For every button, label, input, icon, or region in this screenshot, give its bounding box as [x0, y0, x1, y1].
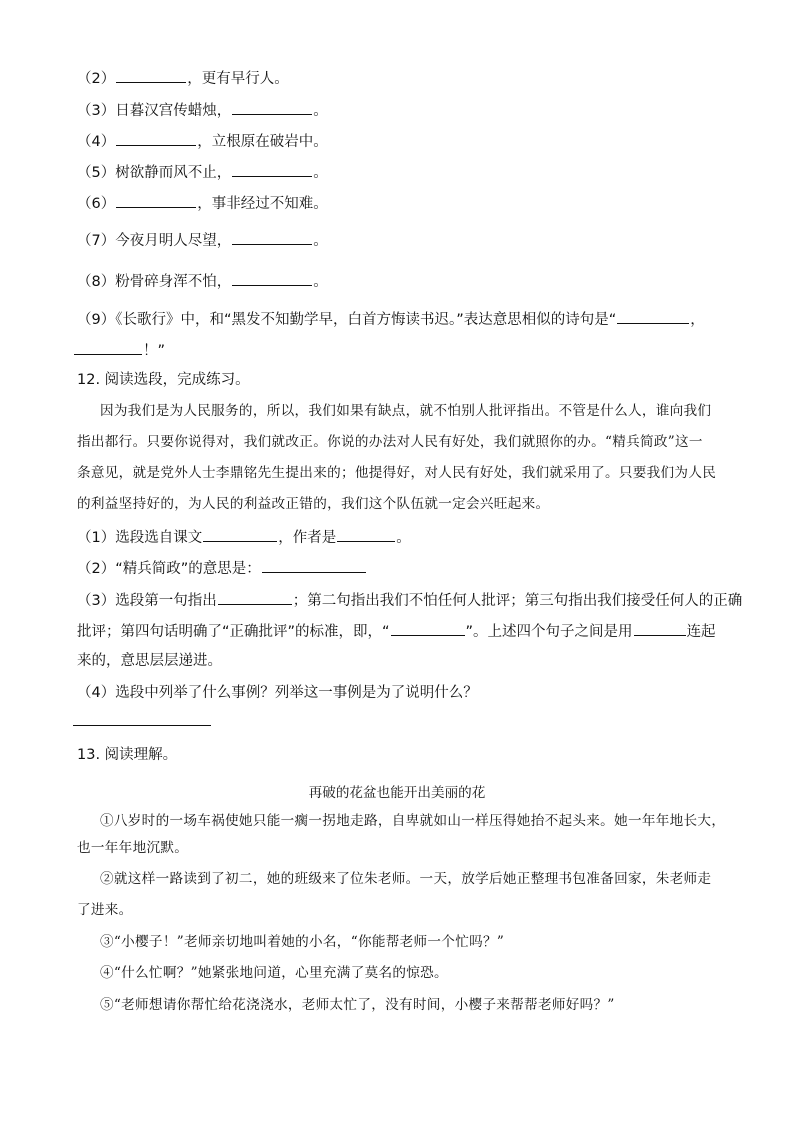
- text: 指出都行。只要你说得对，我们就改正。你说的办法对人民有好处，我们就照你的办。“精兵简政”这一: [77, 434, 703, 450]
- text: ②就这样一路读到了初二，她的班级来了位朱老师。一天，放学后她正整理书包准备回家，朱老师走: [100, 871, 712, 887]
- text: ③“小樱子！”老师亲切地叫着她的小名，“你能帮老师一个忙吗？”: [100, 934, 505, 950]
- blank: [232, 162, 312, 177]
- text: （4）: [77, 134, 116, 150]
- text: （2）: [77, 71, 116, 87]
- q11-item-2: [77, 68, 289, 88]
- q12-sub-3-cont-2: [77, 652, 222, 670]
- text: 。: [396, 530, 411, 546]
- q11-item-7: [77, 230, 328, 250]
- text: 再破的花盆也能开出美丽的花: [308, 785, 486, 801]
- text: ，: [690, 312, 705, 328]
- text: 因为我们是为人民服务的，所以，我们如果有缺点，就不怕别人批评指出。不管是什么人，谁向我们: [100, 403, 712, 419]
- blank: [232, 230, 312, 245]
- blank: [232, 100, 312, 115]
- q12-sub-3: [77, 590, 742, 610]
- text: （5）树欲静而风不止，: [77, 165, 232, 181]
- q13-title: [77, 746, 177, 764]
- q11-item-4: [77, 131, 328, 151]
- blank: [116, 193, 196, 208]
- q13-para-2: [100, 870, 711, 888]
- q12-passage-line-4: [77, 495, 549, 513]
- q13-para-5: [100, 996, 615, 1014]
- text: ，立根原在破岩中。: [197, 134, 328, 150]
- text: ”。上述四个句子之间是用: [465, 624, 633, 640]
- text: ，更有早行人。: [187, 71, 289, 87]
- blank: [218, 590, 292, 605]
- q12-sub-4: [77, 684, 478, 702]
- text: 条意见，就是党外人士李鼎铭先生提出来的；他提得好，对人民有好处，我们就采用了。只要我们为人民: [77, 465, 717, 481]
- blank: [232, 271, 312, 286]
- q13-para-2-cont: [77, 901, 133, 919]
- text: （2）“精兵简政”的意思是：: [77, 561, 261, 577]
- text: （9）《长歌行》中，和“黑发不知勤学早，白首方悔读书迟。”表达意思相似的诗句是“: [77, 312, 617, 328]
- text: 也一年年地沉默。: [77, 840, 189, 856]
- text: 来的，意思层层递进。: [77, 653, 222, 669]
- text: 。: [313, 165, 328, 181]
- q12-sub-2: [77, 558, 367, 578]
- text: （6）: [77, 196, 116, 212]
- text: 。: [313, 103, 328, 119]
- q11-item-6: [77, 193, 328, 213]
- blank: [116, 68, 186, 83]
- q13-para-4: [100, 964, 448, 982]
- text: ④“什么忙啊？”她紧张地问道，心里充满了莫名的惊恐。: [100, 965, 448, 981]
- text: （4）选段中列举了什么事例？列举这一事例是为了说明什么？: [77, 685, 478, 701]
- q12-passage-line-3: [77, 464, 716, 482]
- q11-item-3: [77, 100, 328, 120]
- q12-title: [77, 371, 250, 389]
- text: （7）今夜月明人尽望，: [77, 233, 232, 249]
- story-title: [0, 781, 794, 801]
- text: ①八岁时的一场车祸使她只能一瘸一拐地走路，自卑就如山一样压得她抬不起头来。她一年年地长大，: [100, 813, 726, 829]
- q12-passage-line-1: [100, 402, 711, 420]
- blank: [337, 527, 395, 542]
- text: 连起: [686, 624, 716, 640]
- blank: [116, 131, 196, 146]
- text: 批评；第四句话明确了“正确批评”的标准，即，“: [77, 624, 390, 640]
- heading: 12. 阅读选段，完成练习。: [77, 372, 250, 388]
- blank: [634, 621, 686, 636]
- text: ；第二句指出我们不怕任何人批评；第三句指出我们接受任何人的正确: [292, 593, 743, 609]
- answer-line: [73, 725, 211, 726]
- q11-item-9: [77, 309, 705, 329]
- blank: [74, 340, 142, 355]
- text: ，作者是: [278, 530, 337, 546]
- text: （3）日暮汉宫传蜡烛，: [77, 103, 232, 119]
- blank: [203, 527, 277, 542]
- q12-sub-3-cont: [77, 621, 716, 641]
- q11-item-5: [77, 162, 328, 182]
- blank: [262, 558, 366, 573]
- text: （3）选段第一句指出: [77, 593, 217, 609]
- blank: [391, 621, 465, 636]
- q13-para-3: [100, 933, 504, 951]
- text: ，事非经过不知难。: [197, 196, 328, 212]
- blank: [617, 309, 689, 324]
- q13-para-1-cont: [77, 839, 188, 857]
- text: （1）选段选自课文: [77, 530, 203, 546]
- text: （8）粉骨碎身浑不怕，: [77, 274, 232, 290]
- text: 。: [313, 274, 328, 290]
- text: 的利益坚持好的，为人民的利益改正错的，我们这个队伍就一定会兴旺起来。: [77, 496, 550, 512]
- text: ⑤“老师想请你帮忙给花浇浇水，老师太忙了，没有时间，小樱子来帮帮老师好吗？”: [100, 997, 615, 1013]
- text: 了进来。: [77, 902, 133, 918]
- q12-sub-1: [77, 527, 411, 547]
- text: 。: [313, 233, 328, 249]
- q12-passage-line-2: [77, 433, 703, 451]
- q11-item-8: [77, 271, 328, 291]
- q13-para-1: [100, 812, 725, 830]
- heading: 13. 阅读理解。: [77, 747, 178, 763]
- q11-item-9-cont: [73, 340, 165, 360]
- text: ！”: [143, 343, 166, 359]
